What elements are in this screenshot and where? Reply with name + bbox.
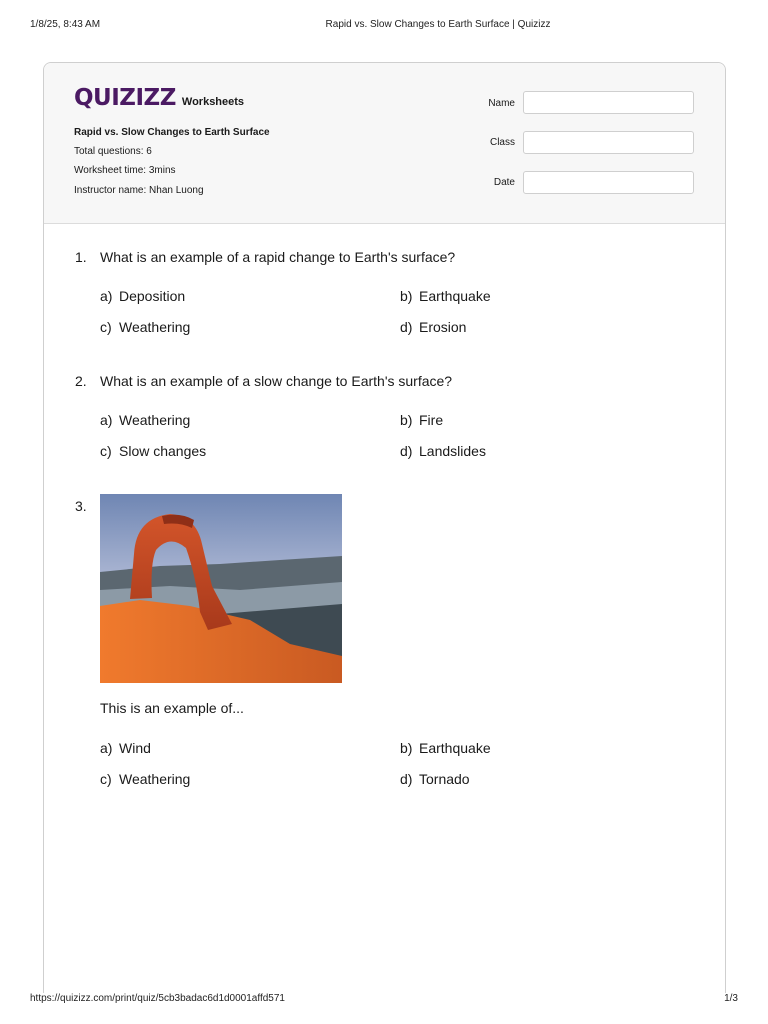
page-number: 1/3 — [724, 993, 738, 1004]
option-c: c) Weathering — [100, 771, 191, 787]
question-number: 2. — [75, 373, 87, 389]
option-d: d) Landslides — [400, 443, 486, 459]
date-label: Date — [493, 177, 515, 188]
worksheet-title: Rapid vs. Slow Changes to Earth Surface — [74, 127, 270, 138]
name-label: Name — [488, 98, 515, 109]
worksheet-sheet — [43, 62, 726, 993]
question-number: 1. — [75, 249, 87, 265]
option-a: a) Deposition — [100, 288, 186, 304]
option-b: b) Fire — [400, 412, 444, 428]
option-a: a) Wind — [100, 740, 151, 756]
option-d: d) Tornado — [400, 771, 470, 787]
option-a: a) Weathering — [100, 412, 191, 428]
arch-photo — [100, 494, 342, 683]
name-field[interactable] — [523, 91, 694, 114]
question-number: 3. — [75, 498, 87, 514]
option-c: c) Slow changes — [100, 443, 207, 459]
print-title: Rapid vs. Slow Changes to Earth Surface | Quizizz — [325, 19, 551, 30]
print-url: https://quizizz.com/print/quiz/5cb3badac6d1d0001affd571 — [30, 993, 285, 1004]
instructor-name: Instructor name: Nhan Luong — [74, 185, 204, 196]
class-field[interactable] — [523, 131, 694, 154]
option-c: c) Weathering — [100, 319, 191, 335]
worksheet-header — [44, 63, 725, 224]
brand-label: Worksheets — [181, 96, 245, 108]
option-b: b) Earthquake — [400, 288, 491, 304]
option-d: d) Erosion — [400, 319, 467, 335]
worksheet-time: Worksheet time: 3mins — [74, 165, 176, 176]
option-b: b) Earthquake — [400, 740, 491, 756]
question-text: This is an example of... — [100, 700, 244, 716]
brand — [74, 85, 244, 111]
question-text: What is an example of a rapid change to Earth's surface? — [100, 249, 456, 265]
quizizz-logo: QUIZIZZ — [74, 85, 176, 111]
print-datetime: 1/8/25, 8:43 AM — [30, 19, 101, 30]
class-label: Class — [489, 137, 515, 148]
date-field[interactable] — [523, 171, 694, 194]
total-questions: Total questions: 6 — [74, 146, 152, 157]
question-text: What is an example of a slow change to Earth's surface? — [100, 373, 453, 389]
